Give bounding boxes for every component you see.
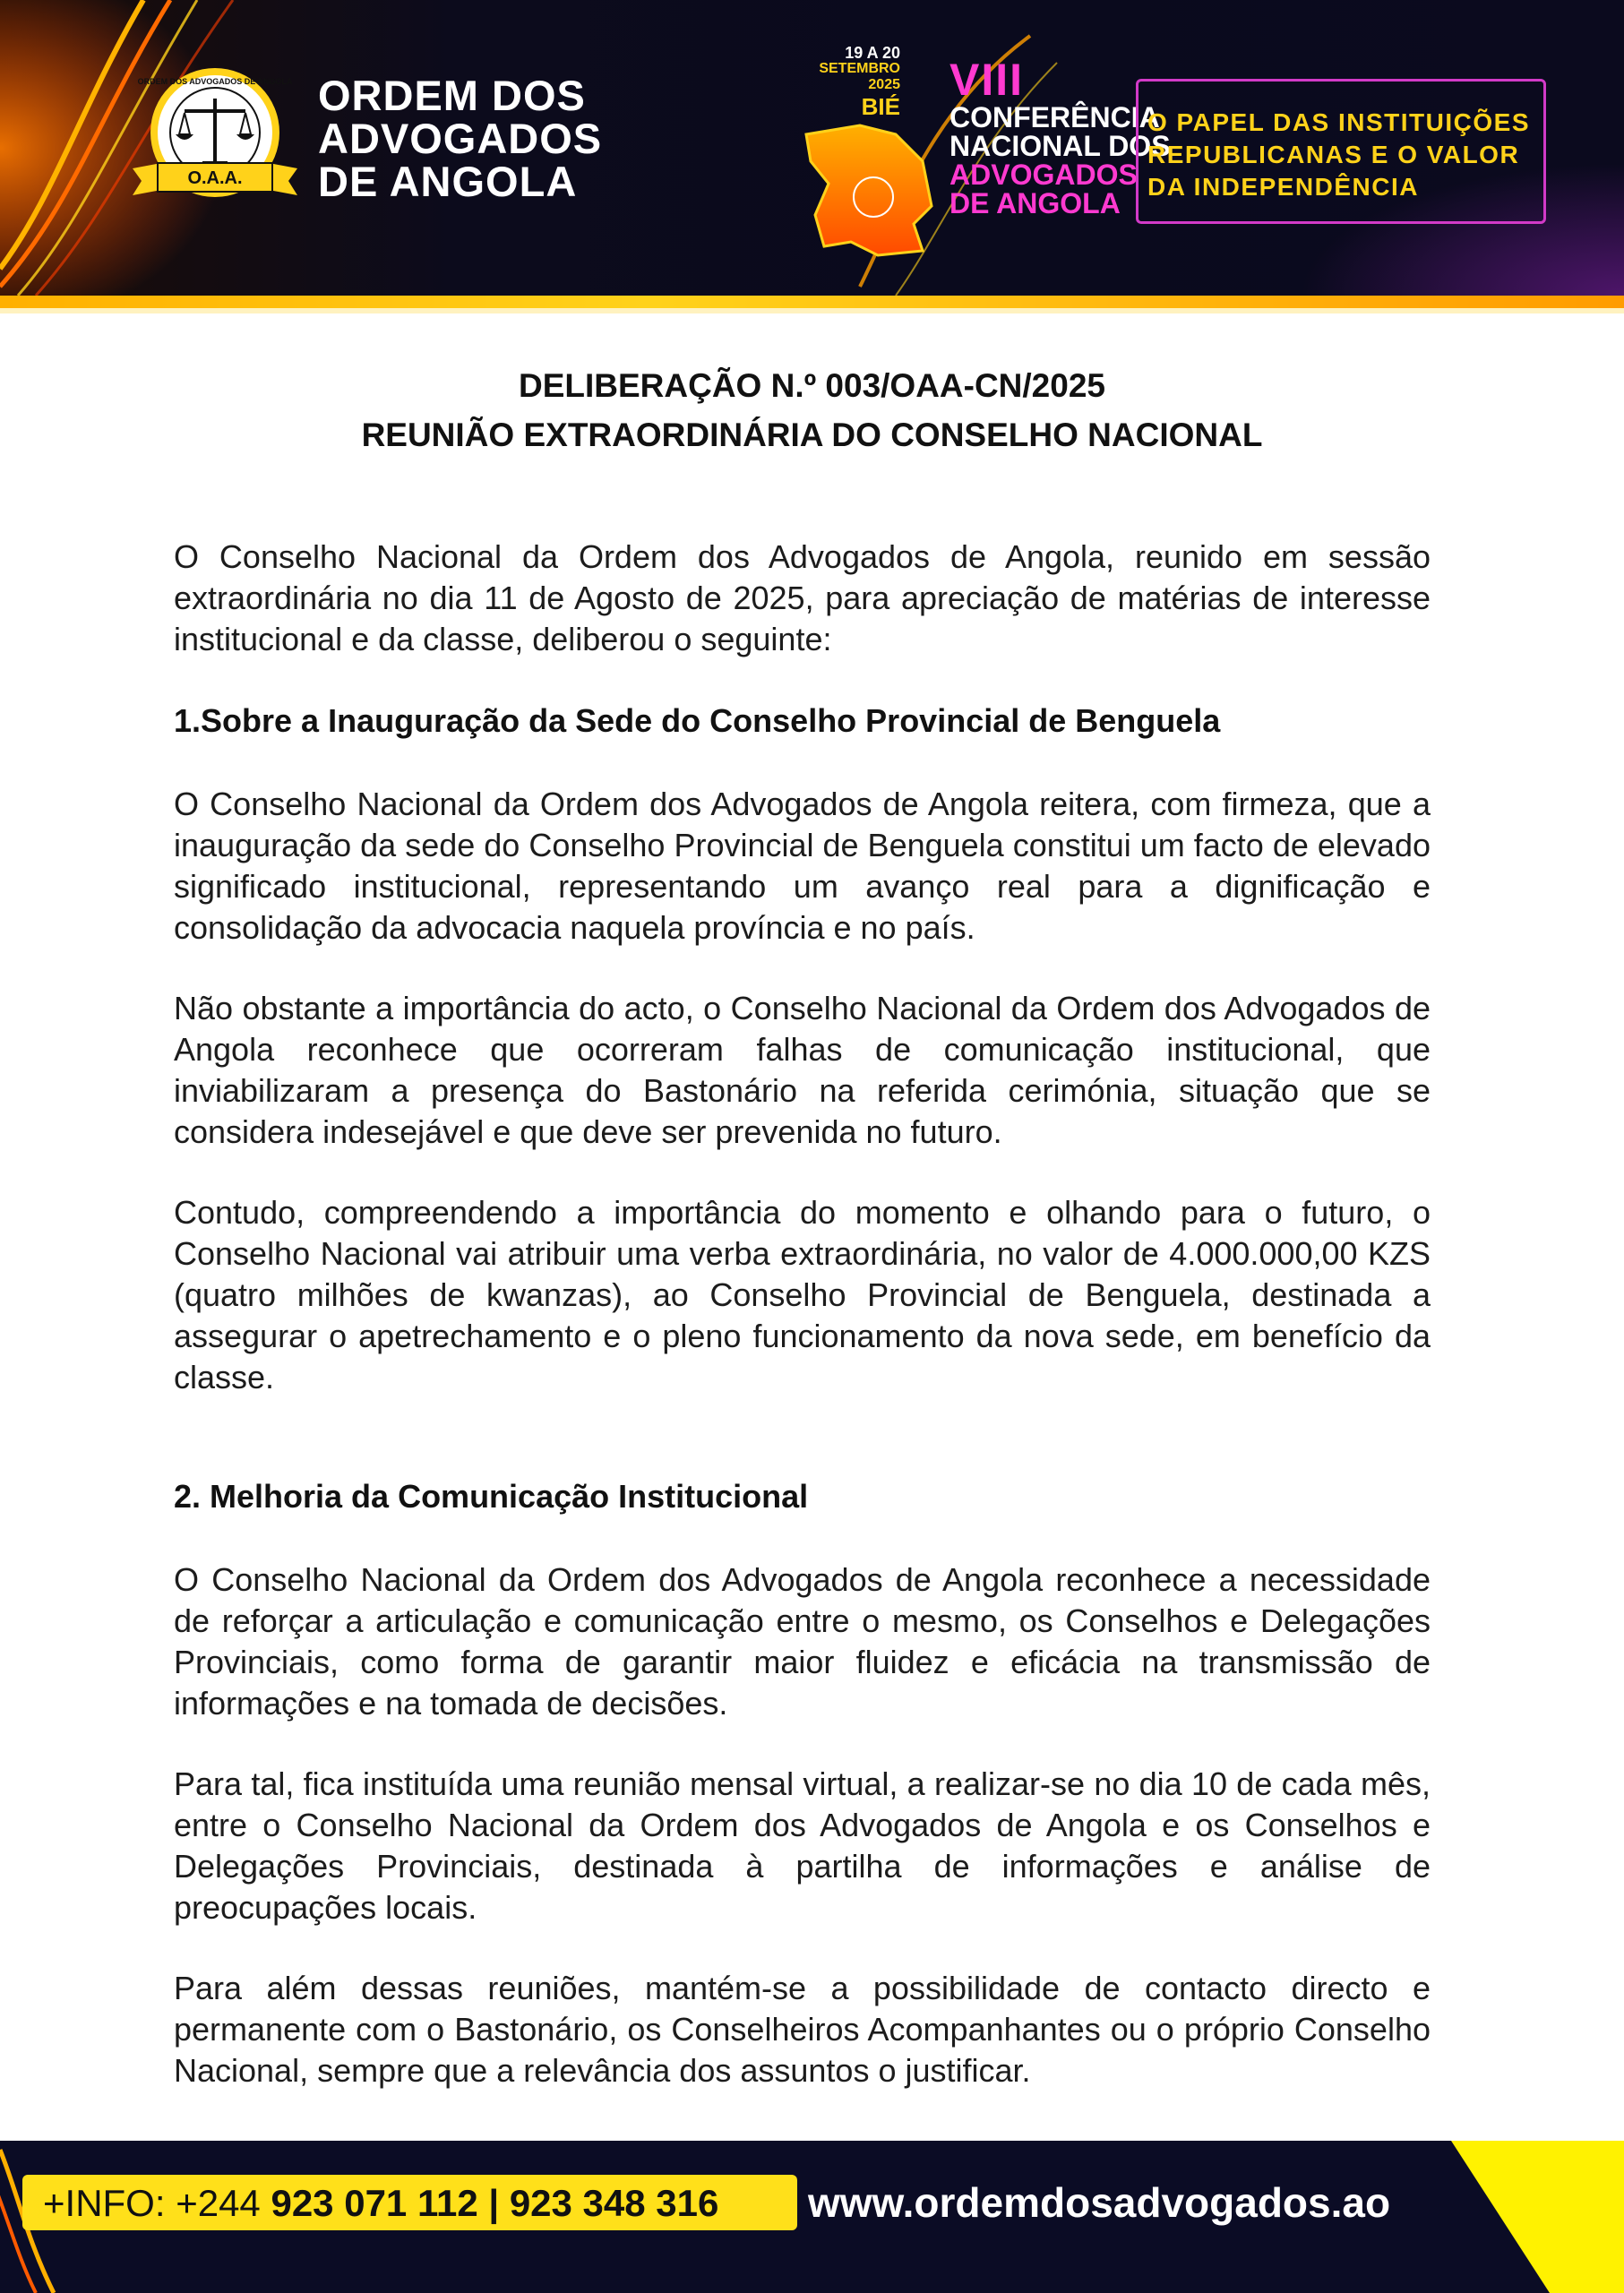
conference-year: 2025	[868, 77, 900, 92]
theme-line-3: DA INDEPENDÊNCIA	[1147, 173, 1419, 201]
conference-theme-box	[1136, 79, 1546, 224]
conference-edition: VIII	[949, 55, 1025, 105]
footer-phone-separator: |	[477, 2182, 510, 2224]
conference-title-line-1: CONFERÊNCIA	[949, 101, 1160, 133]
theme-line-1: O PAPEL DAS INSTITUIÇÕES	[1147, 108, 1531, 136]
section-2-paragraph-2: Para tal, fica instituída uma reunião mensal virtual, a realizar-se no dia 10 de cada mês, entre o Conselho Nacional da Ordem dos Advogados de Angola e os Conselhos e Delegações Provinciais, destinada à partilha de informações e análise de preocupações locais.	[174, 1765, 1431, 1926]
organization-name	[318, 74, 602, 203]
org-name-line-2: ADVOGADOS	[318, 115, 603, 162]
header-divider-highlight	[0, 308, 1624, 313]
conference-title-line-2: NACIONAL DOS	[949, 130, 1171, 162]
section-1-paragraph-1: O Conselho Nacional da Ordem dos Advogados de Angola reitera, com firmeza, que a inauguração da sede do Conselho Provincial de Benguela constitui um facto de elevado significado institucional, representando um avanço real para a dignificação e consolidação da advocacia naquela província e no país.	[174, 786, 1431, 946]
section-2-paragraph-3: Para além dessas reuniões, mantém-se a possibilidade de contacto directo e permanente com o Bastonário, os Conselheiros Acompanhantes ou o próprio Conselho Nacional, sempre que a relevância dos assuntos o justificar.	[174, 1970, 1431, 2089]
conference-location: BIÉ	[861, 93, 900, 120]
logo-ribbon-text: O.A.A.	[187, 168, 243, 188]
section-2-paragraph-1: O Conselho Nacional da Ordem dos Advogados de Angola reconhece a necessidade de reforçar a articulação e comunicação entre o mesmo, os Conselhos e Delegações Provinciais, como forma de garantir maior fluidez e eficácia na transmissão de informações e na tomada de decisões.	[174, 1561, 1431, 1722]
theme-line-2: REPUBLICANAS E O VALOR	[1147, 141, 1520, 168]
document-subtitle: REUNIÃO EXTRAORDINÁRIA DO CONSELHO NACIONAL	[361, 417, 1263, 453]
footer-contact	[43, 2178, 718, 2229]
footer-phone-2[interactable]: 923 348 316	[509, 2182, 719, 2224]
conference-title-line-4: DE ANGOLA	[949, 187, 1121, 219]
conference-day-range: 19 A 20	[845, 44, 900, 62]
intro-paragraph: O Conselho Nacional da Ordem dos Advogados de Angola, reunido em sessão extraordinária no dia 11 de Agosto de 2025, para apreciação de matérias de interesse institucional e da classe, deliberou o seguinte:	[174, 538, 1431, 657]
oaa-logo	[125, 63, 305, 215]
conference-title-line-3: ADVOGADOS	[949, 159, 1138, 191]
section-1-heading: 1.Sobre a Inauguração da Sede do Conselho Provincial de Benguela	[174, 702, 1221, 739]
footer-info-prefix: +INFO: +244	[43, 2182, 271, 2224]
conference-dates	[811, 45, 900, 120]
document-title: DELIBERAÇÃO N.º 003/OAA-CN/2025	[519, 367, 1105, 404]
logo-ring-text: ORDEM DOS ADVOGADOS DE ANGOLA	[137, 77, 293, 86]
section-1-paragraph-2: Não obstante a importância do acto, o Conselho Nacional da Ordem dos Advogados de Angola reconhece que ocorreram falhas de comunicação institucional, que inviabilizaram a presença do Bastonário na referida cerimónia, situação que se considera indesejável e que deve ser prevenida no futuro.	[174, 990, 1431, 1150]
section-1-paragraph-3: Contudo, compreendendo a importância do momento e olhando para o futuro, o Conselho Nacional vai atribuir uma verba extraordinária, no valor de 4.000.000,00 KZS (quatro milhões de kwanzas), ao Conselho Provincial de Benguela, destinada a assegurar o apetrechamento e o pleno funcionamento da nova sede, em benefício da classe.	[174, 1194, 1431, 1396]
section-2-heading: 2. Melhoria da Comunicação Institucional	[174, 1478, 809, 1515]
footer-website-link[interactable]: www.ordemdosadvogados.ao	[808, 2179, 1391, 2226]
footer-phone-1[interactable]: 923 071 112	[271, 2182, 478, 2224]
org-name-line-3: DE ANGOLA	[318, 158, 578, 205]
conference-month: SETEMBRO	[819, 61, 900, 76]
org-name-line-1: ORDEM DOS	[318, 72, 586, 119]
header-divider	[0, 296, 1624, 308]
